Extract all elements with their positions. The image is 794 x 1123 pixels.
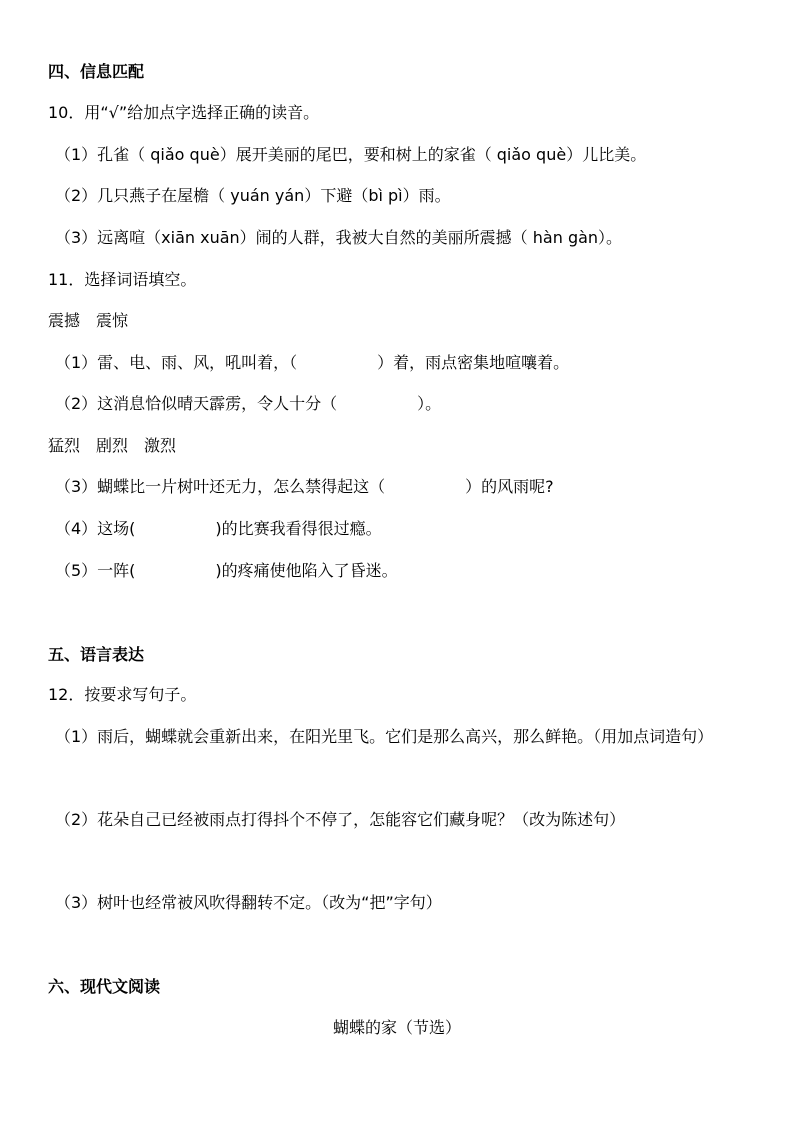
passage-title: 蝴蝶的家（节选） [332, 1018, 461, 1037]
word-group-2: 猛烈 剧烈 激烈 [48, 436, 177, 455]
question-10-item-3: （3）远离喧（xiān xuān）闹的人群，我被大自然的美丽所震撼（ hàn gàn）。 [55, 228, 623, 247]
question-11-prompt: 11．选择词语填空。 [48, 270, 197, 289]
word-group-1: 震撼 震惊 [48, 311, 129, 330]
question-12-item-1: （1）雨后，蝴蝶就会重新出来，在阳光里飞。它们是那么高兴，那么鲜艳。（用加点词造句） [55, 727, 714, 746]
question-12-prompt: 12．按要求写句子。 [48, 685, 197, 704]
question-12-item-3: （3）树叶也经常被风吹得翻转不定。（改为“把”字句） [55, 893, 442, 912]
section-heading-four: 四、信息匹配 [48, 62, 145, 81]
question-10-item-1: （1）孔雀（ qiǎo què）展开美丽的尾巴，要和树上的家雀（ qiǎo què）儿比美。 [55, 145, 647, 164]
question-12-item-2: （2）花朵自己已经被雨点打得抖个不停了，怎能容它们藏身呢？（改为陈述句） [55, 810, 626, 829]
question-11-item-5: （5）一阵( )的疼痛使他陷入了昏迷。 [55, 561, 398, 580]
question-11-item-4: （4）这场( )的比赛我看得很过瘾。 [55, 519, 382, 538]
question-11-item-3: （3）蝴蝶比一片树叶还无力，怎么禁得起这（ ）的风雨呢? [55, 477, 554, 496]
question-11-item-2: （2）这消息恰似晴天霹雳，令人十分（ ）。 [55, 394, 442, 413]
section-heading-five: 五、语言表达 [48, 645, 145, 664]
question-10-prompt: 10．用“√”给加点字选择正确的读音。 [48, 103, 320, 122]
section-heading-six: 六、现代文阅读 [48, 977, 161, 996]
question-11-item-1: （1）雷、电、雨、风，吼叫着，（ ）着，雨点密集地喧嚷着。 [55, 353, 570, 372]
question-10-item-2: （2）几只燕子在屋檐（ yuán yán）下避（bì pì）雨。 [55, 186, 451, 205]
